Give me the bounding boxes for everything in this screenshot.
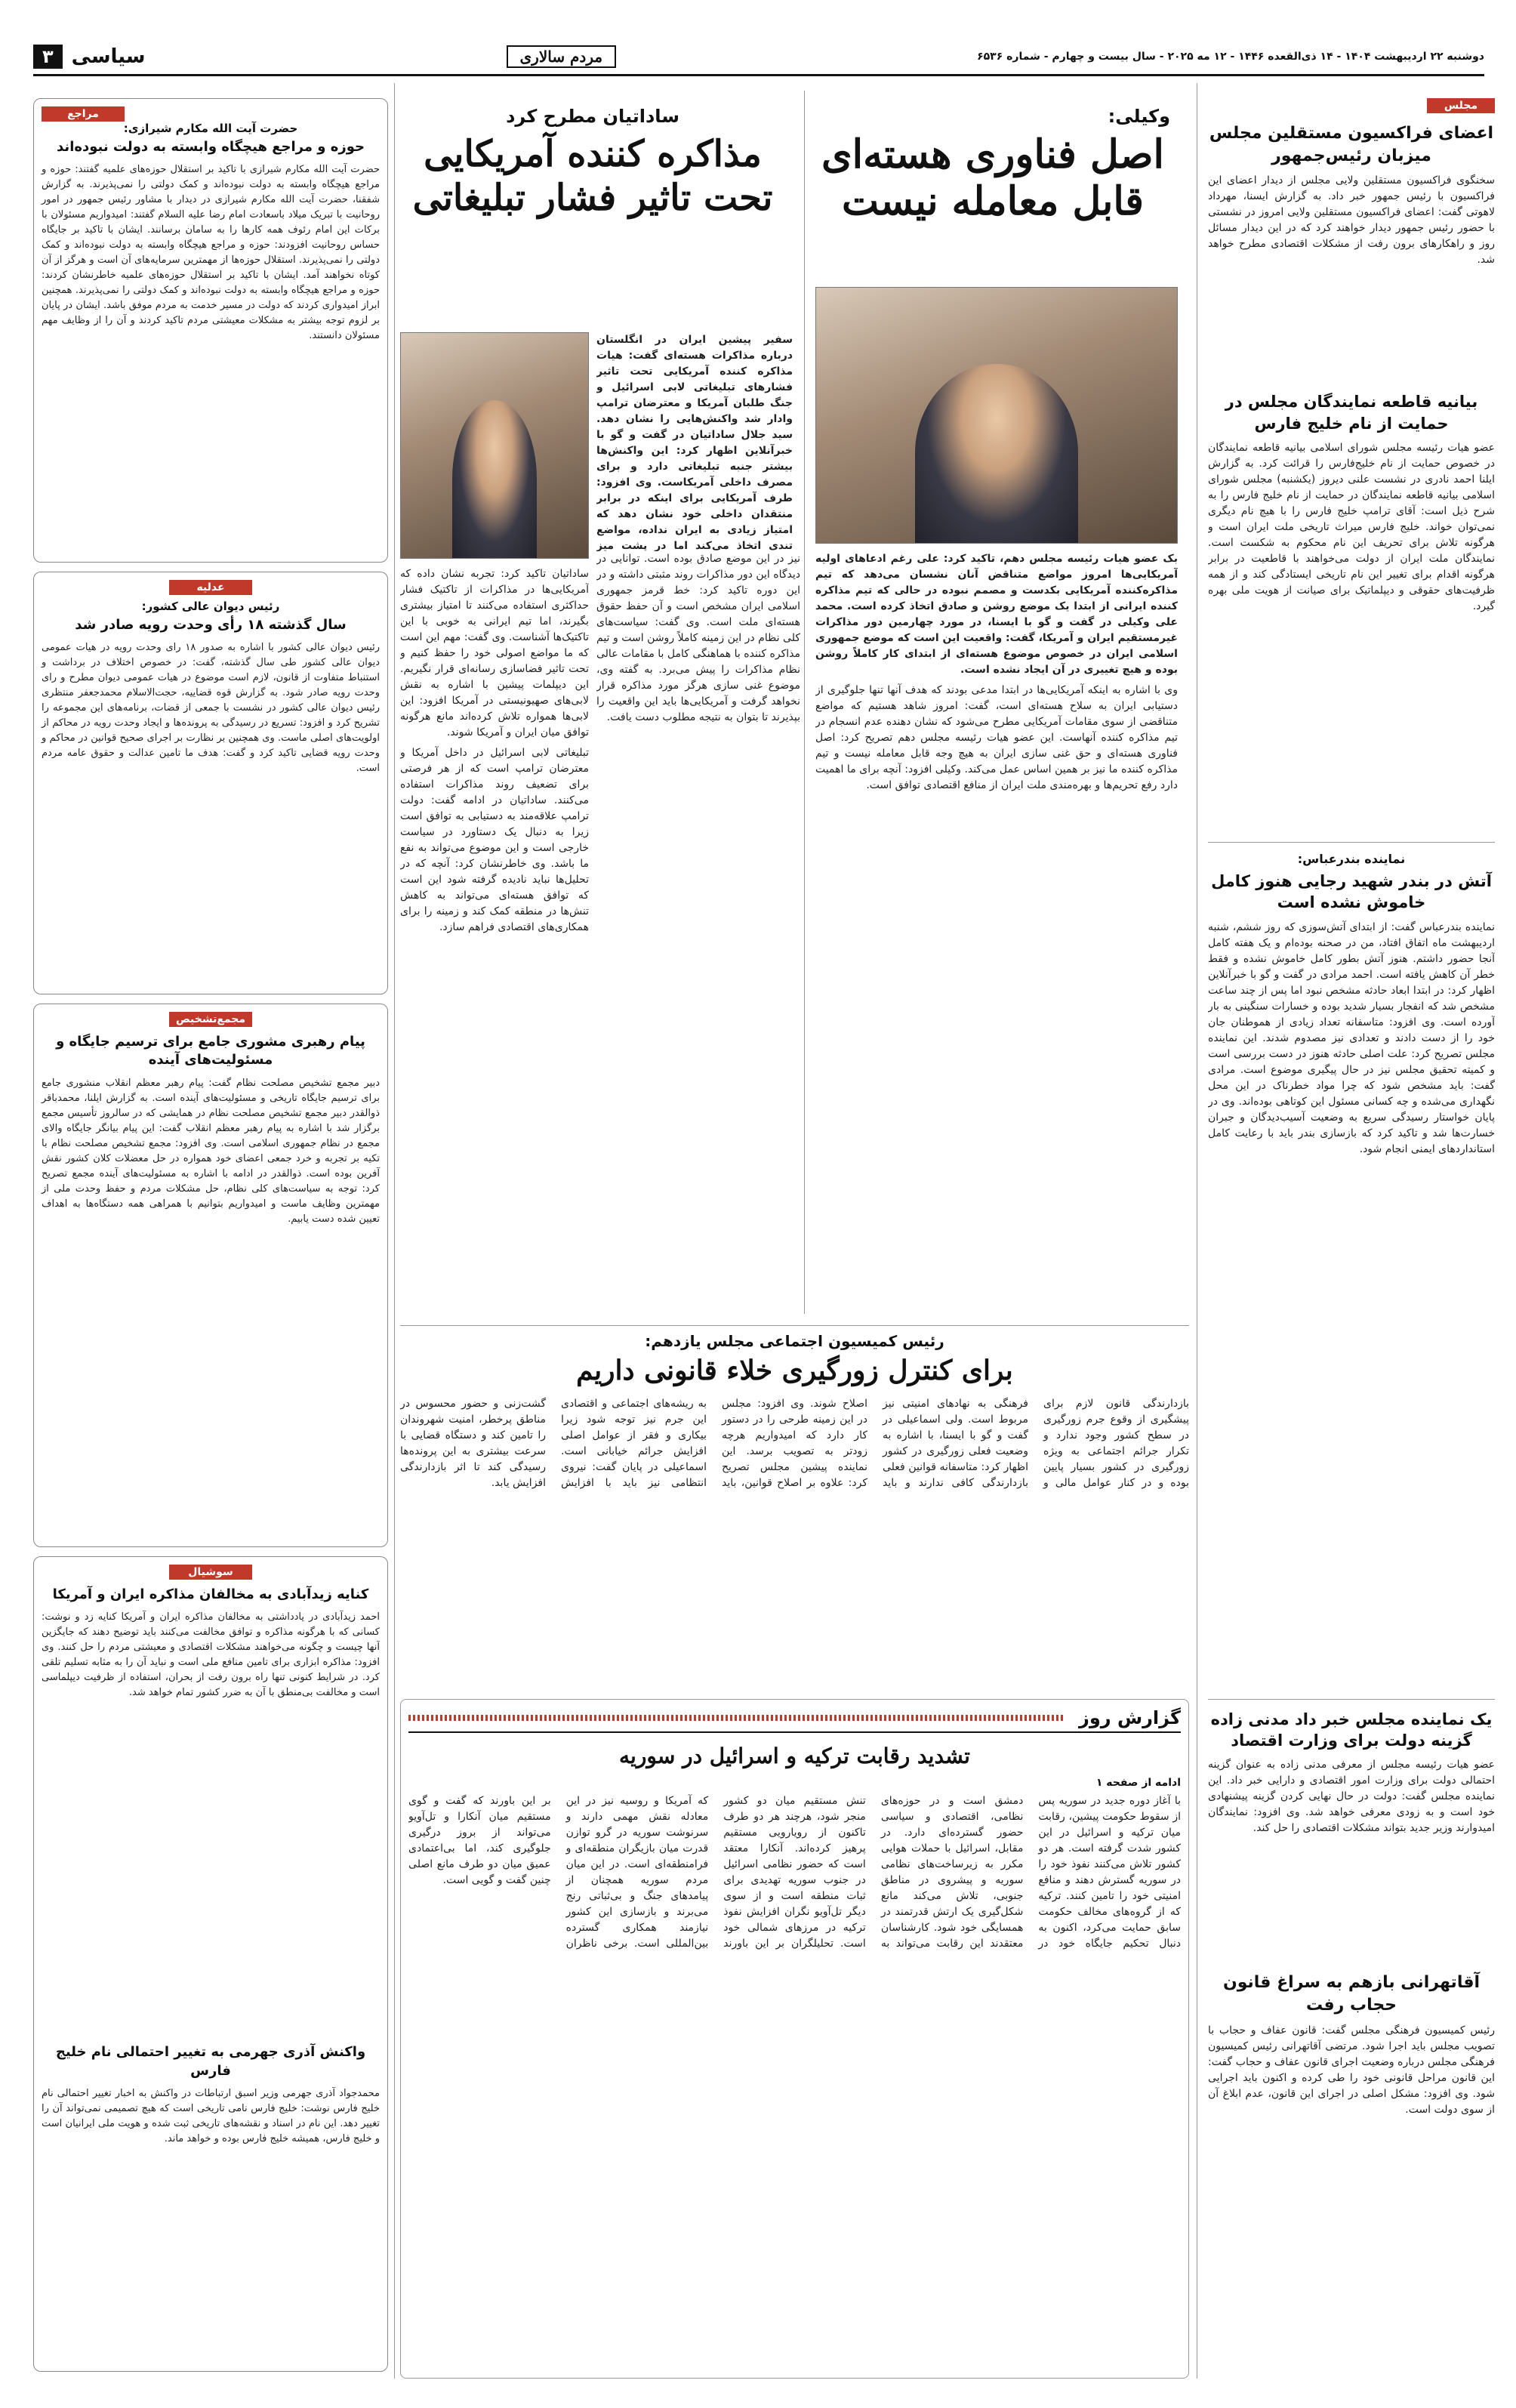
dateline-group [977,51,1484,63]
portrait-figure [452,400,537,558]
khalij-title: بیانیه قاطعه نمایندگان مجلس در حمایت از نام خلیج فارس [1225,393,1478,433]
majles-title: اعضای فراکسیون مستقلین مجلس میزبان رئیس‌جمهور [1209,124,1494,165]
sadatian-text-col2 [400,566,589,1314]
majles-body: سخنگوی فراکسیون مستقلین ولایی مجلس از دیدار اعضای این فراکسیون با رئیس جمهور خبر داد. به گزارش ایسنا، مهرداد لاهوتی گفت: اعضای فراکسیون مستقلین ولایی امروز در نشستی با حضور رئیس جمهور دیدار خواهند کرد که در این دیدار مسائل روز و راهکارهای برون رفت از مشکلات اقتصادی مطرح خواهد شد. [1208,174,1495,267]
vakili-text-col2 [596,551,800,1314]
sadatian-body-a: سفیر پیشین ایران در انگلستان درباره مذاکرات هسته‌ای گفت: هیات مذاکره کننده آمریکایی تحت تاثیر فشارهای تبلیغاتی لابی اسرائیل و جنگ طلبان آمریکا و معترضان ترامپ وادار شد واکنش‌هایی را نشان دهد. سید جلال ساداتیان در گفت و گو با خبرآنلاین اظهار کرد: این واکنش‌ها بیشتر جنبه تبلیغاتی دارد و برای مصرف داخلی آمریکاست. وی افزود: طرف آمریکایی برای اینکه در برابر منتقدان داخلی خود نشان دهد که امتیاز زیادی به ایران نداده، مواضع تندی اتخاذ می‌کند اما در پشت میز [596,334,793,551]
marja-box [33,98,388,563]
sadatian-title: مذاکره کننده آمریکایی تحت تاثیر فشار تبلیغاتی [412,133,773,219]
vakili-body-c: نیز در این موضع صادق بوده است. توانایی در دیدگاه این دور مذاکرات روند مثبتی داشته و در این دوره تاکید کرد: خط قرمز جمهوری اسلامی ایران مشخص است و آن حفظ حقوق هسته‌ای ملت است. وی گفت: سیاست‌های کلی نظام در این زمینه کاملاً روشن است و تیم مذاکره کننده با هماهنگی کامل با مقامات عالی نظام مذاکرات را پیش می‌برد. به گفته وی، موضوع غنی سازی هرگز مورد مذاکره قرار نخواهد گرفت و آمریکایی‌ها باید این واقعیت را بپذیرند تا بتوان به نتیجه مطلوب دست یافت. [596,553,800,723]
madanizadeh-body: عضو هیات رئیسه مجلس از معرفی مدنی زاده به عنوان گزینه احتمالی دولت برای وزارت امور اقتصادی و دارایی خبر داد. این نماینده مجلس گفت: دولت در حال نهایی کردن گزینه پیشنهادی خود است و به زودی معرفی خواهد شد. وی افزود: نمایندگان امیدوارند وزیر جدید بتواند مشکلات اقتصادی را حل کند. [1208,1759,1495,1835]
section-name: سیاسی [71,45,146,68]
portrait-figure [915,364,1077,543]
column-divider-center [804,91,805,1314]
vakili-text-col1 [815,551,1178,1314]
soshal-box [33,1556,388,2372]
soshal-body: احمد زیدآبادی در یادداشتی به مخالفان مذاکره ایران و آمریکا کنایه زد و نوشت: کسانی که با هرگونه مذاکره و توافق مخالفت می‌کنند باید توضیح دهند که جایگزین آنها چیست و چگونه می‌خواهند مشکلات اقتصادی و معیشتی مردم را حل کنند. وی افزود: مذاکره ابزاری برای تامین منافع ملی است و نباید آن را به مثابه تسلیم تلقی کرد. در شرایط کنونی تنها راه برون رفت از بحران، استفاده از ظرفیت دیپلماسی است و مخالفت بی‌منطق با آن به ضرر کشور تمام خواهد شد. [42,1611,380,1699]
soshal-tag: سوشیال [169,1565,252,1580]
story-sadatian [400,106,785,220]
majma-body: دبیر مجمع تشخیص مصلحت نظام گفت: پیام رهبر معظم انقلاب منشوری جامع برای ترسیم جایگاه تاریخی و مسئولیت‌های آینده است. به گزارش ایلنا، محمدباقر ذوالقدر دبیر مجمع تشخیص مصلحت نظام در همایشی که در سالروز تأسیس مجمع برگزار شد با اشاره به پیام رهبر معظم انقلاب گفت: این پیام بیانگر جایگاه والای مجمع در نظام جمهوری اسلامی است. وی افزود: مجمع تشخیص مصلحت نظام با تکیه بر تجربه و خرد جمعی اعضای خود همواره در حل معضلات کلان کشور نقش آفرین بوده است. ذوالقدر در ادامه با اشاره به مسئولیت‌های آینده مجمع تصریح کرد: توجه به سیاست‌های کلی نظام، حل مشکلات مردم و حفظ وحدت ملی از مهمترین وظایف ماست و امیدواریم بتوانیم با همراهی همه دستگاه‌ها به اهداف تعیین شده دست یابیم. [42,1077,380,1225]
masthead-bar [33,44,1484,69]
majles-tag: مجلس [1427,98,1495,113]
vakili-title: اصل فناوری هسته‌ای قابل معامله نیست [821,131,1165,225]
adliye-kicker: رئیس دیوان عالی کشور: [141,600,280,613]
report-title: تشدید رقابت ترکیه و اسرائیل در سوریه [619,1744,970,1768]
hejab-title: آقاتهرانی بازهم به سراغ قانون حجاب رفت [1222,1973,1481,2015]
vakili-body-a: بک عضو هیات رئیسه مجلس دهم، تاکید کرد: علی رغم ادعاهای اولیه آمریکایی‌ها امروز مواضع متناقض آنان نشسان می‌دهد که تیم مذاکره‌کننده آمریکایی بکدست و مصمم نبوده در حالی که تیم مذاکره کننده ایرانی از ابتدا یک موضع روشن و صادق اتخاذ کرده است. محمد علی وکیلی در گفت و گو با ایسنا، در مورد چهارمین دور مذاکرات غیرمستقیم ایران و آمریکا، گفت: واقعیت این است که موضع جمهوری اسلامی ایران در خصوص موضوع هسته‌ای از ابتدای کار کاملاً روشن بوده و هیچ تغییری در آن ایجاد نشده است. [815,553,1178,676]
khalij-body: عضو هیات رئیسه مجلس شورای اسلامی بیانیه قاطعه نمایندگان در خصوص حمایت از نام خلیج‌فارس را قرائت کرد. به گزارش ایلنا احمد نادری در نشست علنی دیروز (یکشنبه) مجلس شورای اسلامی بیانیه قاطعه نمایندگان در حمایت از نام خلیج فارس را به شرح ذیل است: آقای ترامپ خلیج فارس را با هیچ نام دیگری نمی‌توان خواند. خلیج فارس میراث تاریخی ملت ایران است و هرگونه تلاش برای تحریف این نام محکوم به شکست است. نمایندگان ملت ایران از دولت می‌خواهند با قاطعیت در برابر هرگونه اقدام برای تغییر این نام تاریخی ایستادگی کند و از همه ظرفیت‌های حقوقی و دیپلماتیک برای صیانت از هویت ملی بهره گیرد. [1208,442,1495,613]
report-box [400,1699,1189,2379]
vakili-photo [815,287,1178,544]
sadatian-photo [400,332,589,559]
sadatian-kicker: ساداتیان مطرح کرد [506,106,679,127]
bandar-title: آتش در بندر شهید رجایی هنوز کامل خاموش نشده است [1211,872,1492,912]
madanizadeh-title: یک نماینده مجلس خبر داد مدنی زاده گزینه دولت برای وزارت اقتصاد [1210,1710,1493,1750]
majma-tag: مجمع‌تشخیص [169,1012,252,1027]
adliye-title: سال گذشته ۱۸ رأی وحدت رویه صادر شد [75,617,347,633]
soshal-title: کنایه زیدآبادی به مخالفان مذاکره ایران و آمریکا [52,1586,369,1602]
zourgiri-kicker: رئیس کمیسیون اجتماعی مجلس یازدهم: [645,1332,944,1350]
hejab-body: رئیس کمیسیون فرهنگی مجلس گفت: قانون عفاف و حجاب با تصویب مجلس باید اجرا شود. مرتضی آقاتهرانی رئیس کمیسیون فرهنگی مجلس درباره وضعیت اجرای قانون عفاف و حجاب گفت: این قانون مراحل قانونی خود را طی کرده و اکنون باید اجرایی شود. وی افزود: مشکل اصلی در اجرای این قانون، عدم ابلاغ آن از سوی دولت است. [1208,2024,1495,2116]
left-column [33,98,388,2379]
marja-tag: مراجع [42,106,125,122]
zourgiri-title: برای کنترل زورگیری خلاء قانونی داریم [576,1355,1013,1386]
marja-body: حضرت آیت الله مکارم شیرازی با تاکید بر استقلال حوزه‌های علمیه گفتند: حوزه و مراجع هیچگاه وابسته به دولت نبوده‌اند و کمک دولتی را نمی‌پذیرند. به گزارش شفقنا، حضرت آیت الله مکارم شیرازی در دیدار با مشاور رئیس جمهور در امور روحانیت با تبریک میلاد باسعادت امام رضا علیه السلام گفتند: امیدواریم مسئولان با برکات این امام رئوف همه کارها را به سامان برسانند. ایشان با تاکید بر جایگاه حساس روحانیت افزودند: حوزه و مراجع هیچگاه وابسته به دولت نبوده‌اند و کمک دولتی را نمی‌پذیرند. استقلال حوزه‌ها از مهمترین سرمایه‌های آن است و هرگز از آن کوتاه نخواهند آمد. ایشان با تاکید بر استقلال حوزه‌های علمیه خاطرنشان کردند: حوزه و مراجع هیچگاه وابسته به دولت نبوده‌اند و کمک دولتی را نمی‌پذیرند. همچنین ابراز امیدواری کردند که دولت در مسیر خدمت به مردم موفق باشد. ایشان در پایان بر لزوم توجه بیشتر به مشکلات معیشتی مردم تاکید کردند و آن را از وظایف مهم مسئولان دانستند. [42,164,380,342]
story-vakili [800,106,1185,226]
column-divider-left [394,83,395,2379]
adliye-body: رئیس دیوان عالی کشور با اشاره به صدور ۱۸ رای وحدت رویه در هیات عمومی دیوان عالی کشور طی سال گذشته، گفت: در خصوص اختلاف در برداشت و استنباط متفاوت از قانون، لازم است موضوع در هیات عمومی دیوان مطرح و رای وحدت رویه صادر شود. به گزارش قوه قضاییه، حجت‌الاسلام محمدجعفر منتظری رئیس دیوان عالی کشور در نشست با جمعی از قضات، برنامه‌های این مجموعه را تشریح کرد و افزود: تسریع در رسیدگی به پرونده‌ها و ایجاد وحدت رویه در محاکم از اولویت‌های اصلی ماست. وی همچنین بر نظارت بر اجرای صحیح قوانین در محاکم و وحدت رویه قضایی تاکید کرد و گفت: هدف ما تامین عدالت و حقوق عامه مردم است. [42,642,380,775]
bandar-kicker: نماینده بندرعباس: [1297,852,1406,867]
vakili-body-b: وی با اشاره به اینکه آمریکایی‌ها در ابتدا مدعی بودند که هدف آنها تنها جلوگیری از دستیابی ایران به سلاح هسته‌ای است، گفت: امروز شاهد هستیم که مواضع متناقضی از سوی مقامات آمریکایی مطرح می‌شود که نشان دهنده عدم انسجام در تیم مذاکره کننده آنهاست. این عضو هیات رئیسه مجلس دهم تصریح کرد: اصل فناوری هسته‌ای و حق غنی سازی ایران به هیچ وجه قابل معامله نیست و تیم مذاکره کننده ما نیز بر همین اساس عمل می‌کند. وکیلی افزود: آنچه برای ما اهمیت دارد رفع تحریم‌ها و بهره‌مندی ملت ایران از منافع اقتصادی توافق است. [815,684,1178,791]
story-zourgiri [400,1325,1189,1676]
report-lead: ادامه از صفحه ۱ [1095,1776,1181,1789]
soshal2-body: محمدجواد آذری جهرمی وزیر اسبق ارتباطات در واکنش به اخبار تغییر احتمالی نام خلیج فارس نوشت: خلیج فارس نامی تاریخی است که هیچ تصمیمی نمی‌تواند آن را تغییر دهد. این نام در اسناد و نقشه‌های تاریخی ثبت شده و هویت ملی ایرانیان است و خلیج فارس، همیشه خلیج فارس بوده و خواهد ماند. [42,2087,380,2144]
marja-title: حوزه و مراجع هیچگاه وابسته به دولت نبوده‌اند [57,139,365,155]
report-body: با آغاز دوره جدید در سوریه پس از سقوط حکومت پیشین، رقابت میان ترکیه و اسرائیل در این کشور شدت گرفته است. هر دو کشور تلاش می‌کنند نفوذ خود را در سوریه گسترش دهند و منافع امنیتی خود را تامین کنند. ترکیه که از گروه‌های مخالف حکومت سابق حمایت می‌کرد، اکنون به دنبال تحکیم جایگاه خود در دمشق است و در حوزه‌های نظامی، اقتصادی و سیاسی حضور گسترده‌ای دارد. در مقابل، اسرائیل با حملات هوایی مکرر به زیرساخت‌های نظامی سوریه و پیشروی در مناطق جنوبی، تلاش می‌کند مانع شکل‌گیری یک ارتش قدرتمند در همسایگی خود شود. کارشناسان معتقدند این رقابت می‌تواند به تنش مستقیم میان دو کشور منجر شود، هرچند هر دو طرف تاکنون از رویارویی مستقیم پرهیز کرده‌اند. آنکارا معتقد است که حضور نظامی اسرائیل در جنوب سوریه تهدیدی برای ثبات منطقه است و از سوی دیگر تل‌آویو نگران افزایش نفوذ ترکیه در مرزهای شمالی خود است. تحلیلگران بر این باورند که آمریکا و روسیه نیز در این معادله نقش مهمی دارند و سرنوشت سوریه در گرو توازن قدرت میان بازیگران منطقه‌ای و فرامنطقه‌ای است. در این میان مردم سوریه همچنان از پیامدهای جنگ و بی‌ثباتی رنج می‌برند و بازسازی این کشور نیازمند همکاری گسترده بین‌المللی است. برخی ناظران بر این باورند که گفت و گوی مستقیم میان آنکارا و تل‌آویو می‌تواند از بروز درگیری جلوگیری کند، اما بی‌اعتمادی عمیق میان دو طرف مانع اصلی چنین گفت و گویی است. [408,1794,1181,1950]
page-number: ۳ [33,45,63,69]
right-column [1208,98,1495,2379]
sadatian-body-b: ساداتیان تاکید کرد: تجربه نشان داده که آمریکایی‌ها در مذاکرات از تاکتیک فشار حداکثری استفاده می‌کنند تا امتیاز بیشتری بگیرند، اما تیم ایرانی به خوبی با این تاکتیک‌ها آشناست. وی گفت: مهم این است که ما مواضع اصولی خود را حفظ کنیم و تحت تاثیر فضاسازی رسانه‌ای قرار نگیریم. این دیپلمات پیشین با اشاره به نقش لابی‌های صهیونیستی در آمریکا افزود: این لابی‌ها همواره تلاش کرده‌اند مانع هرگونه توافق میان ایران و آمریکا شوند. [400,568,589,738]
section-label-group [33,45,145,69]
sadatian-text-col1 [596,332,793,551]
marja-kicker: حضرت آیت الله مکارم شیرازی: [123,122,298,135]
adliye-tag: عدلیه [169,580,252,595]
report-tag: گزارش روز [1079,1707,1181,1728]
report-tag-stripe [408,1715,1064,1721]
adliye-box [33,572,388,994]
majma-title: پیام رهبری مشوری جامع برای ترسیم جایگاه و مسئولیت‌های آینده [56,1034,365,1068]
zourgiri-body: بازدارندگی قانون لازم برای پیشگیری از وقوع جرم زورگیری در سطح کشور وجود ندارد و تکرار جرائم اجتماعی به ویژه زورگیری در کشور بسیار پایین بوده و در کنار عوامل مالی و فرهنگی به نهادهای امنیتی نیز مربوط است. ولی اسماعیلی در گفت و گو با ایسنا، با اشاره به وضعیت فعلی زورگیری در کشور اظهار کرد: متاسفانه قوانین فعلی بازدارندگی کافی ندارند و باید اصلاح شوند. وی افزود: مجلس در این زمینه طرحی را در دستور کار دارد که امیدواریم هرچه زودتر به تصویب برسد. این نماینده پیشین مجلس تصریح کرد: علاوه بر اصلاح قوانین، باید به ریشه‌های اجتماعی و اقتصادی این جرم نیز توجه شود زیرا بیکاری و فقر از عوامل اصلی افزایش جرائم خیابانی است. اسماعیلی در پایان گفت: نیروی انتظامی نیز باید با افزایش گشت‌زنی و حضور محسوس در مناطق پرخطر، امنیت شهروندان را تامین کند و دستگاه قضایی با سرعت بیشتری به این پرونده‌ها رسیدگی کند تا اثر بازدارندگی افزایش یابد. [400,1398,1189,1490]
dateline: دوشنبه ۲۲ اردیبهشت ۱۴۰۴ - ۱۴ ذی‌القعده ۱۴۴۶ - ۱۲ مه ۲۰۲۵ - سال بیست و چهارم - شماره ۶۵۳۶ [977,51,1484,63]
vakili-kicker: وکیلی: [1108,106,1170,127]
header-rule [33,74,1484,76]
sadatian-body-c: تبلیغاتی لابی اسرائیل در داخل آمریکا و معترضان ترامپ است که از هر فرصتی برای تضعیف روند مذاکرات استفاده می‌کنند. ساداتیان در ادامه گفت: دولت ترامپ علاقه‌مند به دستیابی به توافق است زیرا به دنبال یک دستاورد در سیاست خارجی است و این موضوع می‌تواند به نفع ما باشد. وی خاطرنشان کرد: آنچه که در تحلیل‌ها نباید نادیده گرفته شود این است که توافق هسته‌ای می‌تواند به کاهش تنش‌ها در منطقه کمک کند و زمینه را برای همکاری‌های اقتصادی فراهم سازد. [400,747,589,933]
soshal2-title: واکنش آذری جهرمی به تغییر احتمالی نام خلیج فارس [55,2044,366,2079]
newspaper-logo: مردم سالاری [507,45,617,68]
bandar-body: نماینده بندرعباس گفت: از ابتدای آتش‌سوزی که روز ششم، شنبه اردیبهشت ماه اتفاق افتاد، من در صحنه بوده‌ام و یک هفته کامل آنجا حضور داشتم. هنوز آتش بطور کامل خاموش نشده و فقط خطر آن کاهش یافته است. احمد مرادی در گفت و گو با خبرآنلاین اظهار کرد: در ابتدا ابعاد حادثه مشخص نبود اما پس از چند ساعت مشخص شد که انفجار بسیار شدید بوده و خسارات سنگینی به بار آورده است. وی افزود: متاسفانه تعداد زیادی از هموطنان جان خود را از دست دادند و تعدادی نیز مصدوم شدند. این نماینده مجلس تصریح کرد: علت اصلی حادثه هنوز در دست بررسی است و کمیته تحقیق مجلس نیز در حال پیگیری موضوع است. مرادی گفت: باید مشخص شود که چرا مواد خطرناک در این محل نگهداری می‌شده و چه کسانی مسئول این کوتاهی بوده‌اند. وی در پایان خواستار رسیدگی سریع به وضعیت آسیب‌دیدگان و جبران خسارت‌ها شد و تاکید کرد که بازسازی بندر باید با رعایت کامل استانداردهای ایمنی انجام شود. [1208,920,1495,1155]
majma-box [33,1004,388,1547]
